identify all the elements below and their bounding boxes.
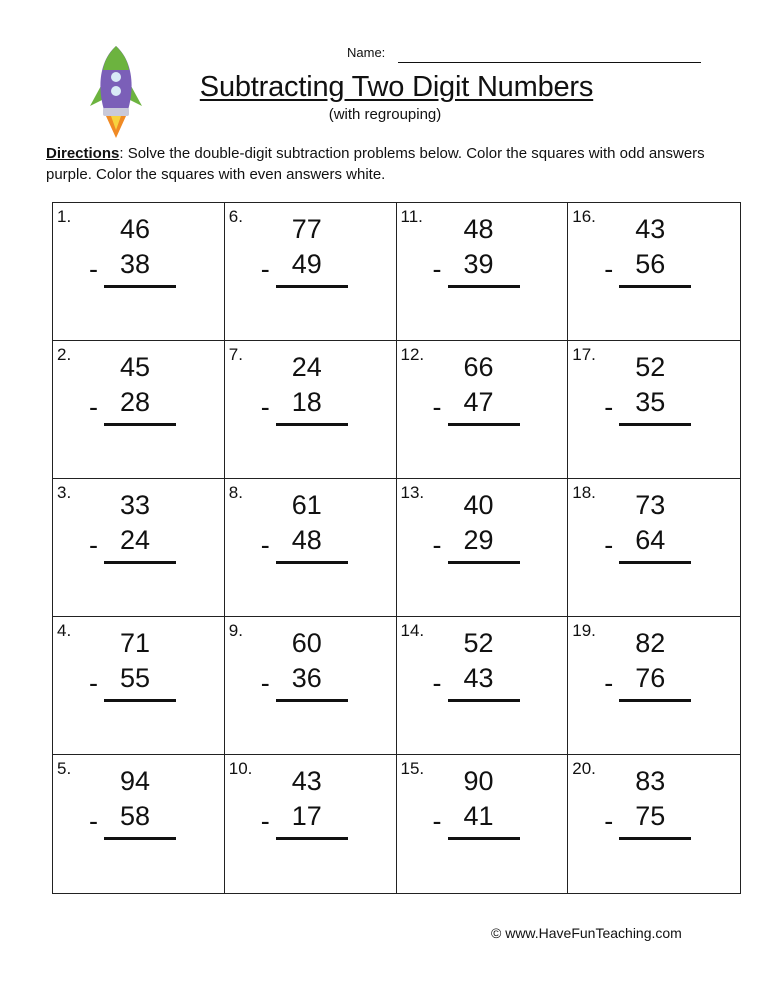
subtrahend: 28 <box>120 387 151 417</box>
minuend: 48 <box>463 214 494 244</box>
problem-cell[interactable] <box>53 341 225 479</box>
problem-cell[interactable] <box>53 617 225 755</box>
page-title: Subtracting Two Digit Numbers <box>199 71 594 103</box>
problem-number: 11. <box>400 207 423 226</box>
minuend: 43 <box>635 214 666 244</box>
minus-sign: - <box>89 668 98 698</box>
minus-sign: - <box>432 392 442 422</box>
problem-cell[interactable] <box>53 203 225 341</box>
minuend: 60 <box>291 628 322 658</box>
answer-line <box>104 837 176 840</box>
answer-line <box>276 837 348 840</box>
minuend: 66 <box>463 352 494 382</box>
subtrahend: 58 <box>120 801 151 831</box>
directions-text: : Solve the double-digit subtraction problems below. Color the squares with odd answers purple. Color the squares with even answers white. <box>46 145 705 183</box>
page-subtitle: (with regrouping) <box>328 106 442 123</box>
minuend: 43 <box>291 766 322 796</box>
problem-cell[interactable] <box>53 755 225 893</box>
minus-sign: - <box>432 254 442 284</box>
problem-number: 16. <box>572 207 596 226</box>
minus-sign: - <box>604 806 614 836</box>
subtrahend: 56 <box>635 249 666 279</box>
subtrahend: 47 <box>463 387 494 417</box>
problem-number: 13. <box>400 483 425 502</box>
subtrahend: 29 <box>463 525 494 555</box>
problem-number: 2. <box>57 345 72 364</box>
problem-cell[interactable] <box>397 479 569 617</box>
problem-cell[interactable] <box>397 203 569 341</box>
problem-cell[interactable] <box>225 341 397 479</box>
minus-sign: - <box>432 530 442 560</box>
problem-number: 5. <box>57 759 72 778</box>
minuend: 40 <box>463 490 494 520</box>
answer-line <box>104 423 176 426</box>
answer-line <box>276 285 348 288</box>
subtrahend: 18 <box>291 387 322 417</box>
minus-sign: - <box>260 668 270 698</box>
answer-line <box>448 561 520 564</box>
minuend: 45 <box>120 352 151 382</box>
minuend: 52 <box>463 628 494 658</box>
subtrahend: 36 <box>291 663 322 693</box>
problem-number: 10. <box>228 759 253 778</box>
problem-number: 9. <box>228 621 243 640</box>
problem-cell[interactable] <box>568 617 740 755</box>
problem-number: 12. <box>400 345 425 364</box>
problem-number: 7. <box>228 345 243 364</box>
problem-cell[interactable] <box>225 617 397 755</box>
minus-sign: - <box>260 254 270 284</box>
problem-cell[interactable] <box>568 341 740 479</box>
minus-sign: - <box>604 254 614 284</box>
problem-cell[interactable] <box>225 203 397 341</box>
subtrahend: 76 <box>635 663 666 693</box>
minuend: 46 <box>120 214 151 244</box>
answer-line <box>619 561 691 564</box>
answer-line <box>448 423 520 426</box>
minus-sign: - <box>89 530 98 560</box>
minus-sign: - <box>604 668 614 698</box>
answer-line <box>448 699 520 702</box>
answer-line <box>104 285 176 288</box>
answer-line <box>276 699 348 702</box>
problem-cell[interactable] <box>397 755 569 893</box>
subtrahend: 43 <box>463 663 494 693</box>
answer-line <box>276 561 348 564</box>
problem-number: 17. <box>572 345 596 364</box>
minuend: 71 <box>120 628 151 658</box>
minuend: 83 <box>635 766 666 796</box>
minuend: 82 <box>635 628 666 658</box>
problem-cell[interactable] <box>225 479 397 617</box>
subtrahend: 38 <box>120 249 151 279</box>
minus-sign: - <box>260 530 270 560</box>
problem-number: 3. <box>57 483 72 502</box>
problem-cell[interactable] <box>568 479 740 617</box>
subtrahend: 17 <box>291 801 322 831</box>
answer-line <box>448 285 520 288</box>
problem-cell[interactable] <box>568 203 740 341</box>
directions <box>46 143 736 185</box>
subtrahend: 35 <box>635 387 666 417</box>
minus-sign: - <box>89 806 98 836</box>
subtrahend: 64 <box>635 525 666 555</box>
answer-line <box>448 837 520 840</box>
problem-cell[interactable] <box>397 341 569 479</box>
problem-number: 6. <box>228 207 243 226</box>
subtrahend: 49 <box>291 249 322 279</box>
problem-number: 18. <box>572 483 596 502</box>
directions-label: Directions <box>46 145 120 162</box>
minus-sign: - <box>604 530 614 560</box>
problem-number: 20. <box>572 759 596 778</box>
answer-line <box>619 285 691 288</box>
copyright-footer: © www.HaveFunTeaching.com <box>491 925 682 941</box>
problem-cell[interactable] <box>53 479 225 617</box>
subtrahend: 24 <box>120 525 151 555</box>
minus-sign: - <box>260 392 270 422</box>
answer-line <box>104 561 176 564</box>
problem-grid <box>52 202 741 894</box>
minuend: 90 <box>463 766 494 796</box>
minuend: 73 <box>635 490 666 520</box>
answer-line <box>619 699 691 702</box>
problem-number: 8. <box>228 483 243 502</box>
minus-sign: - <box>89 392 98 422</box>
minus-sign: - <box>89 254 98 284</box>
name-field[interactable] <box>398 62 701 63</box>
subtrahend: 55 <box>120 663 151 693</box>
minuend: 33 <box>120 490 151 520</box>
problem-cell[interactable] <box>225 755 397 893</box>
problem-cell[interactable] <box>397 617 569 755</box>
problem-number: 15. <box>400 759 425 778</box>
minuend: 77 <box>291 214 322 244</box>
minus-sign: - <box>260 806 270 836</box>
minus-sign: - <box>432 668 442 698</box>
problem-cell[interactable] <box>568 755 740 893</box>
minus-sign: - <box>604 392 614 422</box>
subtrahend: 48 <box>291 525 322 555</box>
minuend: 52 <box>635 352 666 382</box>
problem-number: 14. <box>400 621 425 640</box>
problem-number: 4. <box>57 621 72 640</box>
name-label: Name: <box>347 45 386 60</box>
subtrahend: 39 <box>463 249 494 279</box>
minuend: 61 <box>291 490 322 520</box>
answer-line <box>619 423 691 426</box>
problem-number: 1. <box>57 207 72 226</box>
subtrahend: 75 <box>635 801 666 831</box>
minus-sign: - <box>432 806 442 836</box>
answer-line <box>104 699 176 702</box>
minuend: 24 <box>291 352 322 382</box>
minuend: 94 <box>120 766 151 796</box>
subtrahend: 41 <box>463 801 494 831</box>
problem-number: 19. <box>572 621 596 640</box>
answer-line <box>276 423 348 426</box>
answer-line <box>619 837 691 840</box>
